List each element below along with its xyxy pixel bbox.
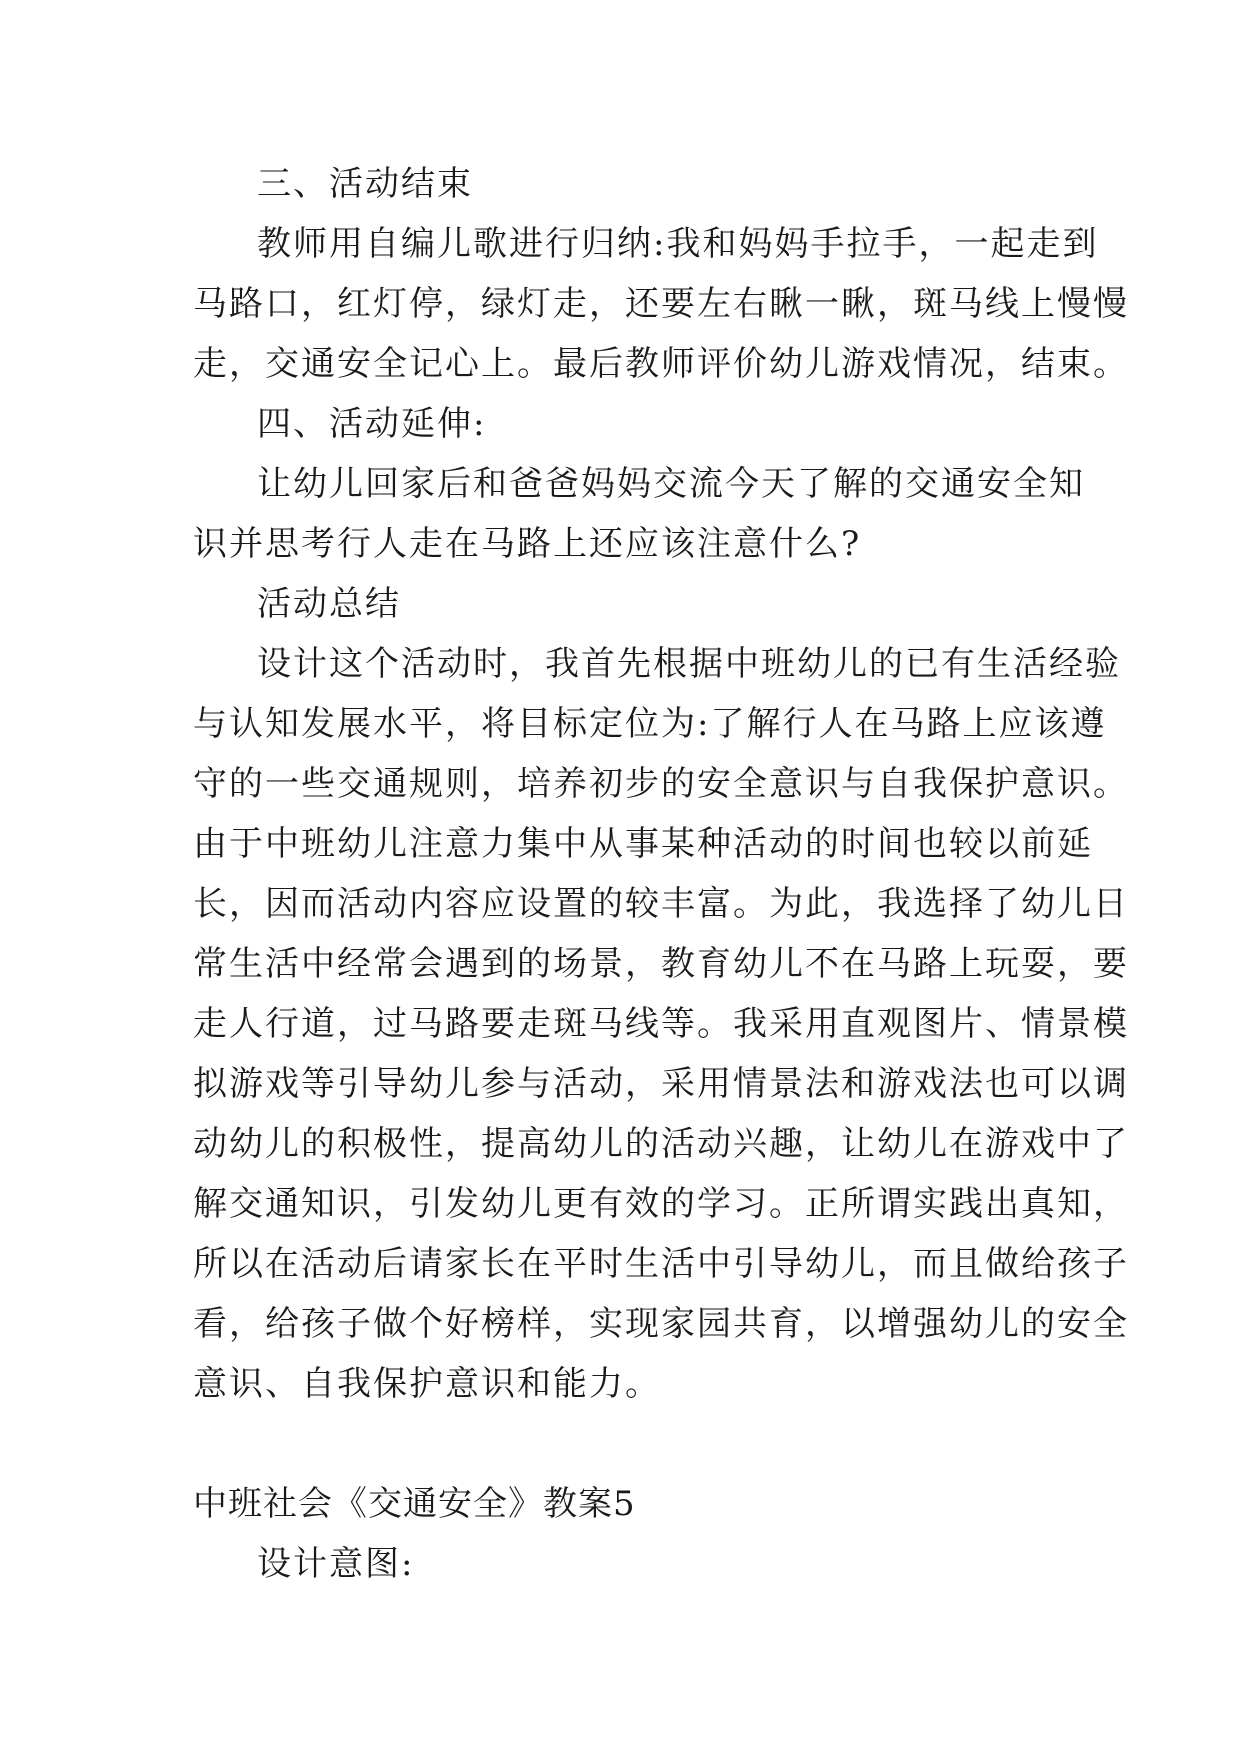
paragraph-line: 常生活中经常会遇到的场景，教育幼儿不在马路上玩耍，要 [193, 944, 1129, 984]
paragraph-line: 让幼儿回家后和爸爸妈妈交流今天了解的交通安全知 [257, 464, 1085, 504]
paragraph-line: 由于中班幼儿注意力集中从事某种活动的时间也较以前延 [193, 824, 1093, 864]
section-heading-design-intent: 设计意图: [257, 1544, 415, 1584]
paragraph-line: 与认知发展水平，将目标定位为:了解行人在马路上应该遵 [193, 704, 1107, 744]
paragraph-line: 识并思考行人走在马路上还应该注意什么? [193, 524, 862, 564]
paragraph-line: 所以在活动后请家长在平时生活中引导幼儿，而且做给孩子 [193, 1244, 1129, 1284]
section-heading-activity-summary: 活动总结 [257, 584, 401, 624]
paragraph-line: 守的一些交通规则，培养初步的安全意识与自我保护意识。 [193, 764, 1129, 804]
paragraph-line: 设计这个活动时，我首先根据中班幼儿的已有生活经验 [257, 644, 1121, 684]
lesson-plan-title: 中班社会《交通安全》教案5 [193, 1484, 636, 1524]
paragraph-line: 教师用自编儿歌进行归纳:我和妈妈手拉手，一起走到 [257, 224, 1099, 264]
paragraph-line: 意识、自我保护意识和能力。 [193, 1364, 661, 1404]
section-heading-activity-end: 三、活动结束 [257, 164, 473, 204]
paragraph-line: 走，交通安全记心上。最后教师评价幼儿游戏情况，结束。 [193, 344, 1129, 384]
paragraph-line: 动幼儿的积极性，提高幼儿的活动兴趣，让幼儿在游戏中了 [193, 1124, 1129, 1164]
paragraph-line: 长，因而活动内容应设置的较丰富。为此，我选择了幼儿日 [193, 884, 1129, 924]
paragraph-line: 解交通知识，引发幼儿更有效的学习。正所谓实践出真知， [193, 1184, 1129, 1224]
paragraph-line: 看，给孩子做个好榜样，实现家园共育，以增强幼儿的安全 [193, 1304, 1129, 1344]
section-heading-activity-extension: 四、活动延伸: [257, 404, 487, 444]
paragraph-line: 拟游戏等引导幼儿参与活动，采用情景法和游戏法也可以调 [193, 1064, 1129, 1104]
paragraph-line: 马路口，红灯停，绿灯走，还要左右瞅一瞅，斑马线上慢慢 [193, 284, 1129, 324]
paragraph-line: 走人行道，过马路要走斑马线等。我采用直观图片、情景模 [193, 1004, 1129, 1044]
